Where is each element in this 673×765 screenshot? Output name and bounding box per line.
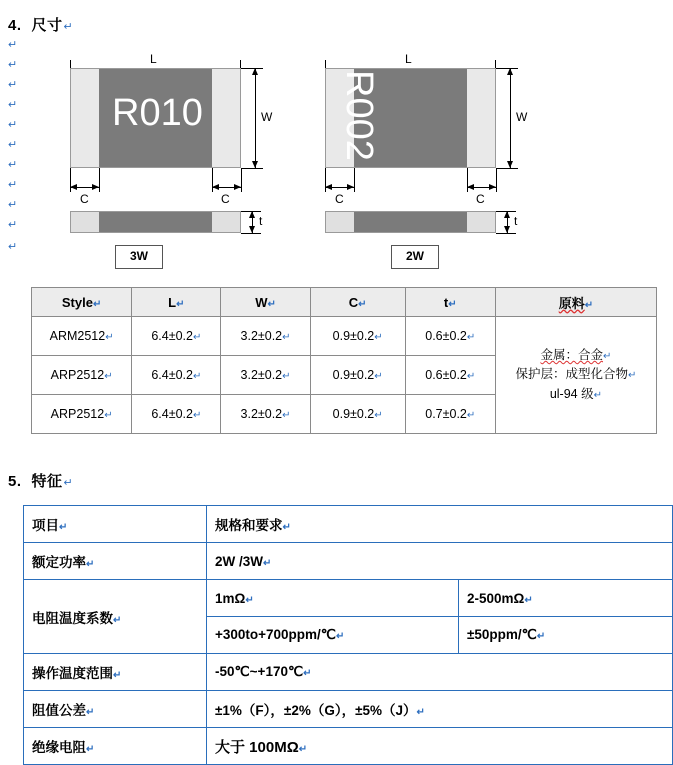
left-chip-thickness-label: t xyxy=(259,214,263,228)
paragraph-mark: ↵ xyxy=(263,557,272,569)
left-chip-t-ext-bottom xyxy=(241,233,261,234)
dim-col-w: W↵ xyxy=(221,288,310,317)
paragraph-mark: ↵ xyxy=(416,707,425,718)
paragraph-mark: ↵ xyxy=(104,410,113,421)
section-heading-features xyxy=(8,470,73,491)
feature-header-spec: 规格和要求↵ xyxy=(207,506,673,543)
paragraph-mark: ↵ xyxy=(524,594,533,606)
dimension-table-body xyxy=(32,317,657,434)
right-chip-c-ext-2 xyxy=(354,168,355,192)
paragraph-mark: ↵ xyxy=(358,298,367,310)
paragraph-mark: ↵ xyxy=(92,298,102,310)
paragraph-mark: ↵ xyxy=(8,59,18,71)
paragraph-mark: ↵ xyxy=(374,410,383,421)
left-chip-power-box: 3W xyxy=(115,245,163,269)
arrow-icon xyxy=(249,226,255,233)
paragraph-mark: ↵ xyxy=(602,350,612,362)
arrow-icon xyxy=(325,184,332,190)
left-chip-width-line xyxy=(255,68,256,168)
paragraph-mark: ↵ xyxy=(627,370,637,382)
arrow-icon xyxy=(489,184,496,190)
arrow-icon xyxy=(347,184,354,190)
cell-l: 6.4±0.2↵ xyxy=(132,317,221,356)
paragraph-mark: ↵ xyxy=(63,477,74,489)
dimension-table-head xyxy=(32,288,657,317)
cell-l: 6.4±0.2↵ xyxy=(132,356,221,395)
paragraph-mark: ↵ xyxy=(113,614,122,626)
paragraph-mark: ↵ xyxy=(466,410,476,421)
paragraph-mark: ↵ xyxy=(8,139,18,151)
cell-c: 0.9±0.2↵ xyxy=(310,317,405,356)
paragraph-mark: ↵ xyxy=(8,119,18,131)
table-row xyxy=(24,543,673,580)
paragraph-mark: ↵ xyxy=(192,410,202,421)
arrow-icon xyxy=(507,161,513,168)
right-chip-thickness-label: t xyxy=(514,214,518,228)
paragraph-mark: ↵ xyxy=(86,744,95,755)
paragraph-mark: ↵ xyxy=(374,332,383,343)
arrow-icon xyxy=(92,184,99,190)
paragraph-mark: ↵ xyxy=(466,371,476,382)
feature-table xyxy=(23,505,673,765)
arrow-icon xyxy=(70,184,77,190)
table-row xyxy=(24,691,673,728)
dim-col-material: 原料↵ xyxy=(495,288,656,317)
left-chip-side-core xyxy=(99,212,212,232)
paragraph-mark: ↵ xyxy=(192,332,202,343)
right-chip-width-ext-bottom xyxy=(496,168,518,169)
feature-value-rated-power: 2W /3W↵ xyxy=(207,543,673,580)
section-title-dimensions: 尺寸 xyxy=(31,17,63,34)
section-number-features: 5. xyxy=(8,473,22,490)
arrow-icon xyxy=(252,161,258,168)
dim-col-style: Style↵ xyxy=(32,288,132,317)
dim-col-t: t↵ xyxy=(405,288,495,317)
table-header-row xyxy=(32,288,657,317)
left-chip-c-ext-2 xyxy=(99,168,100,192)
right-chip-part-label: R002 xyxy=(338,70,380,161)
feature-label-insulation: 绝缘电阻↵ xyxy=(24,728,207,765)
left-chip-width-ext-bottom xyxy=(241,168,263,169)
arrow-icon xyxy=(252,68,258,75)
paragraph-mark: ↵ xyxy=(105,332,114,343)
paragraph-mark: ↵ xyxy=(584,299,594,311)
paragraph-mark: ↵ xyxy=(536,631,546,642)
table-row xyxy=(32,317,657,356)
paragraph-mark: ↵ xyxy=(8,219,18,231)
left-chip-c-label-right: C xyxy=(221,192,230,206)
material-line-1: 金属：合金↵ xyxy=(540,347,612,362)
paragraph-mark: ↵ xyxy=(86,559,95,570)
feature-value-tcr-r2c1: +300to+700ppm/℃↵ xyxy=(207,617,459,654)
paragraph-mark: ↵ xyxy=(303,668,312,679)
feature-value-tcr-r1c2: 2-500mΩ↵ xyxy=(459,580,673,617)
paragraph-mark: ↵ xyxy=(8,159,18,171)
material-line-2: 保护层：成型化合物↵ xyxy=(515,367,637,382)
paragraph-mark: ↵ xyxy=(245,594,254,606)
right-chip-width-line xyxy=(510,68,511,168)
right-chip-c-ext-4 xyxy=(496,168,497,192)
arrow-icon xyxy=(504,211,510,218)
section-number-dimensions: 4. xyxy=(8,17,22,34)
paragraph-mark: ↵ xyxy=(59,522,68,533)
right-chip-side-core xyxy=(354,212,467,232)
right-chip-length-label: L xyxy=(405,52,412,66)
cell-w: 3.2±0.2↵ xyxy=(221,395,310,434)
left-chip-part-label: R010 xyxy=(112,92,203,134)
feature-value-tolerance: ±1%（F），±2%（G），±5%（J）↵ xyxy=(207,691,673,728)
right-chip-power-box: 2W xyxy=(391,245,439,269)
left-chip-c-ext-4 xyxy=(241,168,242,192)
feature-label-tolerance: 阻值公差↵ xyxy=(24,691,207,728)
cell-style: ARP2512↵ xyxy=(32,356,132,395)
feature-label-temp-range: 操作温度范围↵ xyxy=(24,654,207,691)
paragraph-mark: ↵ xyxy=(63,21,74,33)
paragraph-mark: ↵ xyxy=(104,371,113,382)
table-row xyxy=(24,654,673,691)
paragraph-mark: ↵ xyxy=(8,199,18,211)
left-chip-c-label-left: C xyxy=(80,192,89,206)
cell-c: 0.9±0.2↵ xyxy=(310,356,405,395)
paragraph-mark: ↵ xyxy=(593,389,602,401)
material-line-3: ul-94 级↵ xyxy=(549,386,602,401)
left-chip-width-label: W xyxy=(261,110,273,124)
arrow-icon xyxy=(467,184,474,190)
section-title-features: 特征 xyxy=(31,473,63,490)
paragraph-mark: ↵ xyxy=(466,332,476,343)
paragraph-mark: ↵ xyxy=(86,707,95,718)
cell-c: 0.9±0.2↵ xyxy=(310,395,405,434)
cell-material xyxy=(495,317,656,434)
paragraph-mark: ↵ xyxy=(374,371,383,382)
paragraph-mark: ↵ xyxy=(113,670,122,681)
paragraph-mark: ↵ xyxy=(448,298,457,310)
paragraph-mark: ↵ xyxy=(282,371,291,382)
table-row xyxy=(24,580,673,617)
paragraph-mark: ↵ xyxy=(267,298,276,310)
paragraph-mark: ↵ xyxy=(282,332,291,343)
right-chip-c-label-right: C xyxy=(476,192,485,206)
cell-style: ARM2512↵ xyxy=(32,317,132,356)
paragraph-mark: ↵ xyxy=(8,241,18,253)
cell-style: ARP2512↵ xyxy=(32,395,132,434)
table-row xyxy=(24,506,673,543)
paragraph-mark: ↵ xyxy=(298,743,308,755)
feature-table-body xyxy=(24,506,673,765)
paragraph-mark: ↵ xyxy=(8,179,18,191)
paragraph-mark: ↵ xyxy=(282,522,291,533)
dim-col-l: L↵ xyxy=(132,288,221,317)
cell-t: 0.7±0.2↵ xyxy=(405,395,495,434)
feature-label-rated-power: 额定功率↵ xyxy=(24,543,207,580)
right-chip-c-label-left: C xyxy=(335,192,344,206)
cell-w: 3.2±0.2↵ xyxy=(221,317,310,356)
paragraph-mark: ↵ xyxy=(282,410,291,421)
feature-value-tcr-r1c1: 1mΩ↵ xyxy=(207,580,459,617)
arrow-icon xyxy=(234,184,241,190)
paragraph-mark: ↵ xyxy=(192,371,202,382)
paragraph-mark: ↵ xyxy=(8,79,18,91)
cell-l: 6.4±0.2↵ xyxy=(132,395,221,434)
cell-w: 3.2±0.2↵ xyxy=(221,356,310,395)
paragraph-mark: ↵ xyxy=(335,631,345,642)
feature-value-insulation: 大于 100MΩ↵ xyxy=(207,728,673,765)
table-row xyxy=(24,728,673,765)
arrow-icon xyxy=(212,184,219,190)
cell-t: 0.6±0.2↵ xyxy=(405,356,495,395)
dim-col-c: C↵ xyxy=(310,288,405,317)
feature-value-temp-range: -50℃~+170℃↵ xyxy=(207,654,673,691)
paragraph-mark: ↵ xyxy=(176,298,185,310)
paragraph-mark: ↵ xyxy=(8,39,18,51)
dimension-table xyxy=(31,287,657,434)
arrow-icon xyxy=(249,211,255,218)
right-chip-t-ext-bottom xyxy=(496,233,516,234)
right-chip-width-label: W xyxy=(516,110,528,124)
feature-header-item: 项目↵ xyxy=(24,506,207,543)
dimension-drawing xyxy=(0,30,673,280)
arrow-icon xyxy=(507,68,513,75)
cell-t: 0.6±0.2↵ xyxy=(405,317,495,356)
feature-label-tcr: 电阻温度系数↵ xyxy=(24,580,207,654)
arrow-icon xyxy=(504,226,510,233)
paragraph-mark: ↵ xyxy=(8,99,18,111)
left-chip-length-label: L xyxy=(150,52,157,66)
feature-value-tcr-r2c2: ±50ppm/℃↵ xyxy=(459,617,673,654)
